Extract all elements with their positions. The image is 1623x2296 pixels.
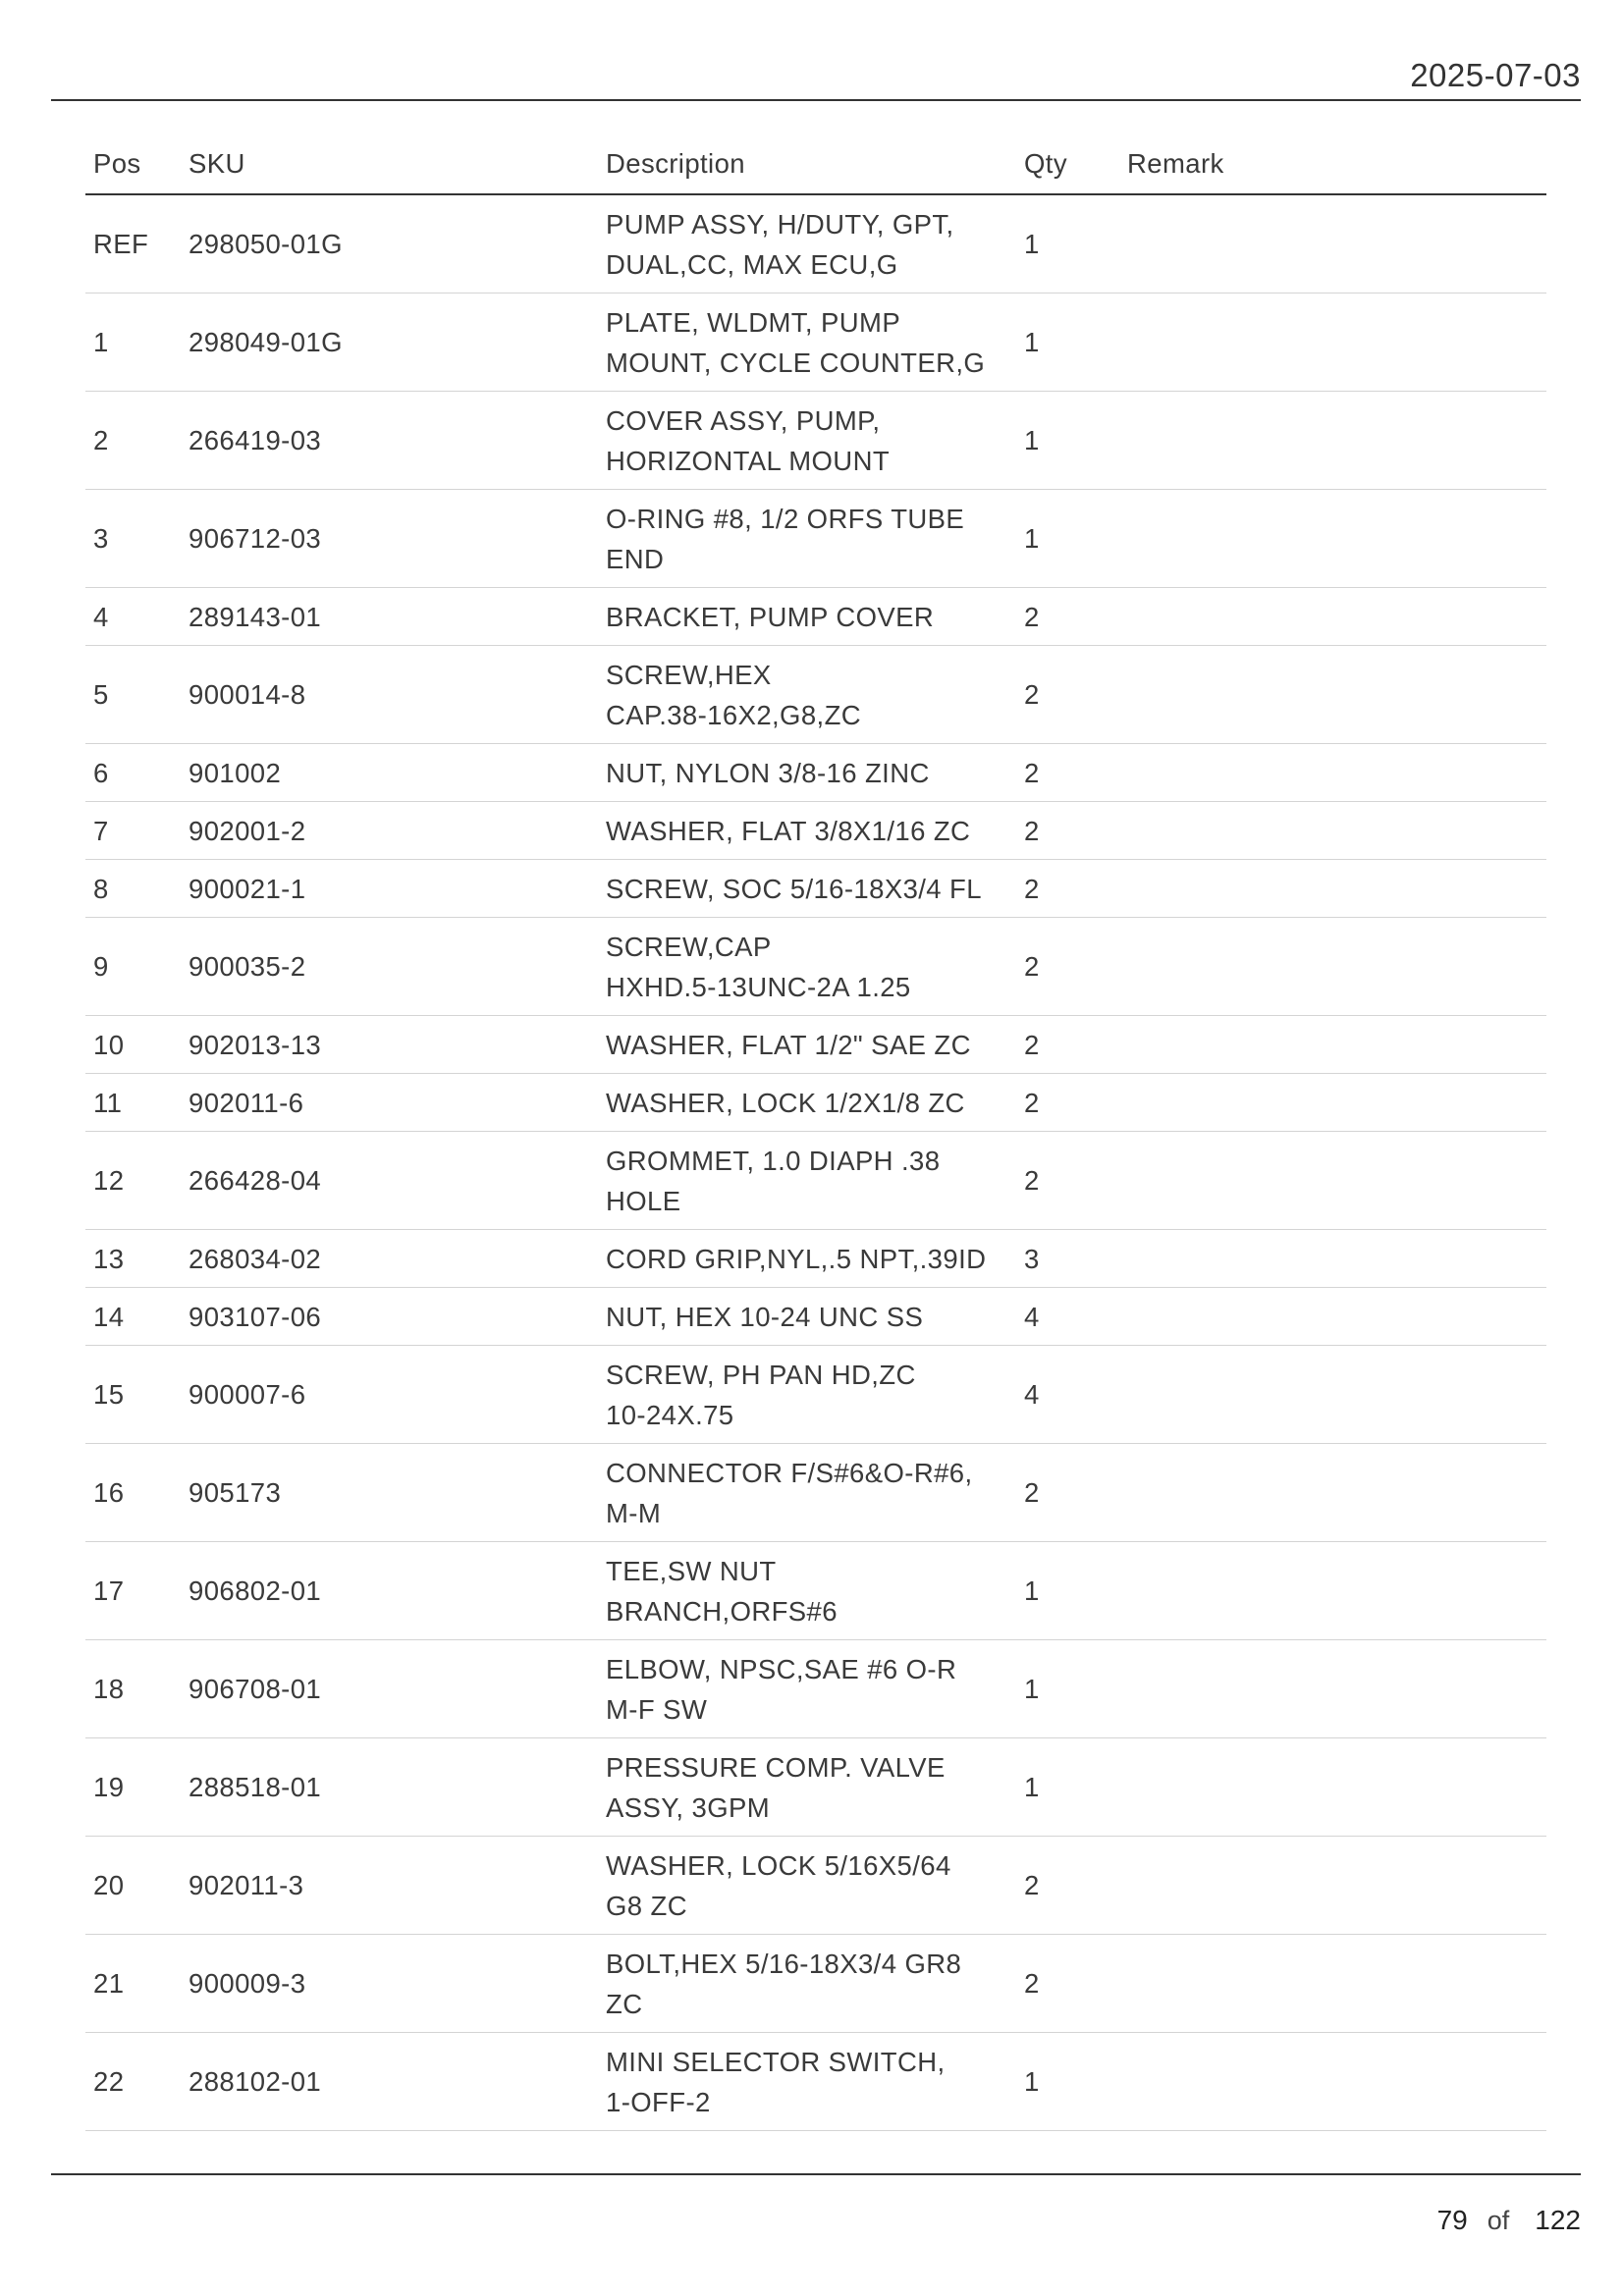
cell-sku: 288518-01 xyxy=(181,1738,598,1837)
cell-pos: 20 xyxy=(85,1837,181,1935)
cell-remark xyxy=(1119,1935,1546,2033)
table-row xyxy=(85,194,1546,294)
description-line: ASSY, 3GPM xyxy=(606,1791,771,1823)
cell-description xyxy=(598,294,1016,392)
cell-sku: 266428-04 xyxy=(181,1132,598,1230)
description-line: ELBOW, NPSC,SAE #6 O-R xyxy=(606,1653,957,1684)
table-row xyxy=(85,1016,1546,1074)
cell-remark xyxy=(1119,1837,1546,1935)
cell-qty: 4 xyxy=(1016,1288,1119,1346)
cell-sku: 266419-03 xyxy=(181,392,598,490)
cell-remark xyxy=(1119,1132,1546,1230)
cell-pos: 7 xyxy=(85,802,181,860)
table-row xyxy=(85,1640,1546,1738)
cell-sku: 900009-3 xyxy=(181,1935,598,2033)
description-line: PRESSURE COMP. VALVE xyxy=(606,1751,946,1783)
cell-description xyxy=(598,194,1016,294)
column-header-pos: Pos xyxy=(85,134,181,194)
description-line: BRANCH,ORFS#6 xyxy=(606,1595,838,1627)
description-line: SCREW,HEX xyxy=(606,659,772,690)
cell-sku: 902011-3 xyxy=(181,1837,598,1935)
description-line: CAP.38-16X2,G8,ZC xyxy=(606,699,862,730)
description-line: HXHD.5-13UNC-2A 1.25 xyxy=(606,971,911,1002)
table-row xyxy=(85,802,1546,860)
cell-description xyxy=(598,1444,1016,1542)
footer-divider xyxy=(51,2173,1581,2175)
cell-description xyxy=(598,802,1016,860)
table-row xyxy=(85,588,1546,646)
cell-qty: 2 xyxy=(1016,802,1119,860)
cell-qty: 2 xyxy=(1016,1444,1119,1542)
table-row xyxy=(85,1444,1546,1542)
table-row xyxy=(85,744,1546,802)
cell-qty: 2 xyxy=(1016,1016,1119,1074)
page-counter xyxy=(1437,2205,1581,2236)
cell-description xyxy=(598,490,1016,588)
parts-list-table xyxy=(85,134,1546,2131)
cell-qty: 2 xyxy=(1016,1074,1119,1132)
cell-pos: 15 xyxy=(85,1346,181,1444)
cell-description xyxy=(598,1738,1016,1837)
cell-pos: 17 xyxy=(85,1542,181,1640)
column-header-qty: Qty xyxy=(1016,134,1119,194)
cell-sku: 289143-01 xyxy=(181,588,598,646)
cell-qty: 4 xyxy=(1016,1346,1119,1444)
cell-remark xyxy=(1119,2033,1546,2131)
cell-qty: 2 xyxy=(1016,588,1119,646)
cell-qty: 1 xyxy=(1016,294,1119,392)
cell-qty: 2 xyxy=(1016,918,1119,1016)
cell-description xyxy=(598,392,1016,490)
cell-remark xyxy=(1119,1738,1546,1837)
cell-pos: 6 xyxy=(85,744,181,802)
cell-pos: 19 xyxy=(85,1738,181,1837)
page-number-total: 122 xyxy=(1535,2205,1581,2235)
page-number-current: 79 xyxy=(1436,2205,1468,2235)
cell-sku: 906802-01 xyxy=(181,1542,598,1640)
cell-pos: REF xyxy=(85,194,181,294)
cell-pos: 21 xyxy=(85,1935,181,2033)
cell-sku: 906712-03 xyxy=(181,490,598,588)
cell-description xyxy=(598,1132,1016,1230)
cell-sku: 900021-1 xyxy=(181,860,598,918)
cell-qty: 1 xyxy=(1016,194,1119,294)
table-header xyxy=(85,134,1546,194)
header-divider xyxy=(51,99,1581,101)
description-line: 10-24X.75 xyxy=(606,1399,734,1430)
cell-description xyxy=(598,588,1016,646)
cell-sku: 902011-6 xyxy=(181,1074,598,1132)
description-line: BOLT,HEX 5/16-18X3/4 GR8 xyxy=(606,1948,962,1979)
description-line: HORIZONTAL MOUNT xyxy=(606,445,891,476)
cell-remark xyxy=(1119,744,1546,802)
column-header-sku: SKU xyxy=(181,134,598,194)
cell-remark xyxy=(1119,1542,1546,1640)
table-body xyxy=(85,194,1546,2131)
description-line: SCREW,CAP xyxy=(606,931,772,962)
cell-description xyxy=(598,1640,1016,1738)
cell-description xyxy=(598,2033,1016,2131)
cell-qty: 2 xyxy=(1016,744,1119,802)
document-date: 2025-07-03 xyxy=(1410,57,1581,93)
table-row xyxy=(85,1346,1546,1444)
cell-sku: 900014-8 xyxy=(181,646,598,744)
cell-pos: 1 xyxy=(85,294,181,392)
cell-description xyxy=(598,860,1016,918)
cell-pos: 8 xyxy=(85,860,181,918)
cell-pos: 14 xyxy=(85,1288,181,1346)
cell-remark xyxy=(1119,1640,1546,1738)
cell-description xyxy=(598,1346,1016,1444)
cell-description xyxy=(598,1542,1016,1640)
table-row xyxy=(85,1837,1546,1935)
description-line: END xyxy=(606,543,665,574)
cell-qty: 1 xyxy=(1016,490,1119,588)
description-line: CORD GRIP,NYL,.5 NPT,.39ID xyxy=(606,1243,987,1274)
cell-description xyxy=(598,744,1016,802)
table-row xyxy=(85,1288,1546,1346)
cell-remark xyxy=(1119,802,1546,860)
description-line: MINI SELECTOR SWITCH, xyxy=(606,2046,946,2077)
description-line: G8 ZC xyxy=(606,1890,687,1921)
cell-description xyxy=(598,1074,1016,1132)
cell-sku: 905173 xyxy=(181,1444,598,1542)
table-row xyxy=(85,1935,1546,2033)
cell-sku: 298050-01G xyxy=(181,194,598,294)
table-row xyxy=(85,918,1546,1016)
cell-qty: 2 xyxy=(1016,1935,1119,2033)
cell-qty: 1 xyxy=(1016,2033,1119,2131)
cell-sku: 903107-06 xyxy=(181,1288,598,1346)
description-line: DUAL,CC, MAX ECU,G xyxy=(606,248,898,280)
table-header-row xyxy=(85,134,1546,194)
cell-sku: 288102-01 xyxy=(181,2033,598,2131)
cell-sku: 298049-01G xyxy=(181,294,598,392)
description-line: BRACKET, PUMP COVER xyxy=(606,601,935,632)
cell-remark xyxy=(1119,1016,1546,1074)
cell-remark xyxy=(1119,646,1546,744)
cell-remark xyxy=(1119,1444,1546,1542)
cell-qty: 2 xyxy=(1016,1132,1119,1230)
cell-qty: 1 xyxy=(1016,1542,1119,1640)
description-line: COVER ASSY, PUMP, xyxy=(606,404,881,436)
cell-remark xyxy=(1119,918,1546,1016)
cell-sku: 901002 xyxy=(181,744,598,802)
description-line: M-F SW xyxy=(606,1693,708,1725)
table-row xyxy=(85,860,1546,918)
cell-pos: 2 xyxy=(85,392,181,490)
description-line: GROMMET, 1.0 DIAPH .38 xyxy=(606,1145,941,1176)
description-line: O-RING #8, 1/2 ORFS TUBE xyxy=(606,503,965,534)
description-line: NUT, NYLON 3/8-16 ZINC xyxy=(606,757,930,788)
table-row xyxy=(85,1738,1546,1837)
cell-remark xyxy=(1119,194,1546,294)
cell-description xyxy=(598,646,1016,744)
description-line: PUMP ASSY, H/DUTY, GPT, xyxy=(606,208,954,240)
description-line: SCREW, PH PAN HD,ZC xyxy=(606,1359,916,1390)
description-line: HOLE xyxy=(606,1185,681,1216)
cell-pos: 18 xyxy=(85,1640,181,1738)
table-row xyxy=(85,1132,1546,1230)
cell-qty: 2 xyxy=(1016,646,1119,744)
cell-qty: 1 xyxy=(1016,1738,1119,1837)
cell-remark xyxy=(1119,860,1546,918)
description-line: WASHER, LOCK 1/2X1/8 ZC xyxy=(606,1087,965,1118)
cell-remark xyxy=(1119,490,1546,588)
table-row xyxy=(85,2033,1546,2131)
cell-qty: 1 xyxy=(1016,392,1119,490)
cell-description xyxy=(598,1837,1016,1935)
cell-sku: 900007-6 xyxy=(181,1346,598,1444)
cell-pos: 3 xyxy=(85,490,181,588)
cell-description xyxy=(598,1230,1016,1288)
cell-description xyxy=(598,1016,1016,1074)
description-line: M-M xyxy=(606,1497,662,1528)
cell-remark xyxy=(1119,294,1546,392)
cell-sku: 906708-01 xyxy=(181,1640,598,1738)
cell-sku: 902001-2 xyxy=(181,802,598,860)
cell-qty: 2 xyxy=(1016,1837,1119,1935)
table-row xyxy=(85,1230,1546,1288)
cell-description xyxy=(598,1288,1016,1346)
table-row xyxy=(85,294,1546,392)
cell-pos: 22 xyxy=(85,2033,181,2131)
description-line: CONNECTOR F/S#6&O-R#6, xyxy=(606,1457,973,1488)
cell-sku: 902013-13 xyxy=(181,1016,598,1074)
cell-qty: 2 xyxy=(1016,860,1119,918)
description-line: NUT, HEX 10-24 UNC SS xyxy=(606,1301,924,1332)
cell-qty: 3 xyxy=(1016,1230,1119,1288)
cell-remark xyxy=(1119,1288,1546,1346)
cell-remark xyxy=(1119,1230,1546,1288)
description-line: WASHER, FLAT 1/2" SAE ZC xyxy=(606,1029,971,1060)
column-header-description: Description xyxy=(598,134,1016,194)
cell-remark xyxy=(1119,1074,1546,1132)
cell-pos: 4 xyxy=(85,588,181,646)
table-row xyxy=(85,490,1546,588)
description-line: ZC xyxy=(606,1988,643,2019)
cell-sku: 900035-2 xyxy=(181,918,598,1016)
cell-qty: 1 xyxy=(1016,1640,1119,1738)
description-line: 1-OFF-2 xyxy=(606,2086,711,2117)
cell-pos: 5 xyxy=(85,646,181,744)
cell-remark xyxy=(1119,1346,1546,1444)
table-row xyxy=(85,392,1546,490)
cell-pos: 9 xyxy=(85,918,181,1016)
cell-sku: 268034-02 xyxy=(181,1230,598,1288)
cell-pos: 12 xyxy=(85,1132,181,1230)
table-row xyxy=(85,1542,1546,1640)
cell-pos: 16 xyxy=(85,1444,181,1542)
table-row xyxy=(85,646,1546,744)
description-line: SCREW, SOC 5/16-18X3/4 FL xyxy=(606,873,982,904)
cell-pos: 13 xyxy=(85,1230,181,1288)
description-line: PLATE, WLDMT, PUMP xyxy=(606,306,901,338)
page-number-of-label: of xyxy=(1487,2206,1510,2235)
cell-remark xyxy=(1119,392,1546,490)
cell-description xyxy=(598,918,1016,1016)
cell-remark xyxy=(1119,588,1546,646)
cell-pos: 11 xyxy=(85,1074,181,1132)
description-line: MOUNT, CYCLE COUNTER,G xyxy=(606,347,986,378)
cell-pos: 10 xyxy=(85,1016,181,1074)
cell-description xyxy=(598,1935,1016,2033)
description-line: WASHER, FLAT 3/8X1/16 ZC xyxy=(606,815,971,846)
description-line: TEE,SW NUT xyxy=(606,1555,777,1586)
description-line: WASHER, LOCK 5/16X5/64 xyxy=(606,1849,951,1881)
table-row xyxy=(85,1074,1546,1132)
column-header-remark: Remark xyxy=(1119,134,1546,194)
